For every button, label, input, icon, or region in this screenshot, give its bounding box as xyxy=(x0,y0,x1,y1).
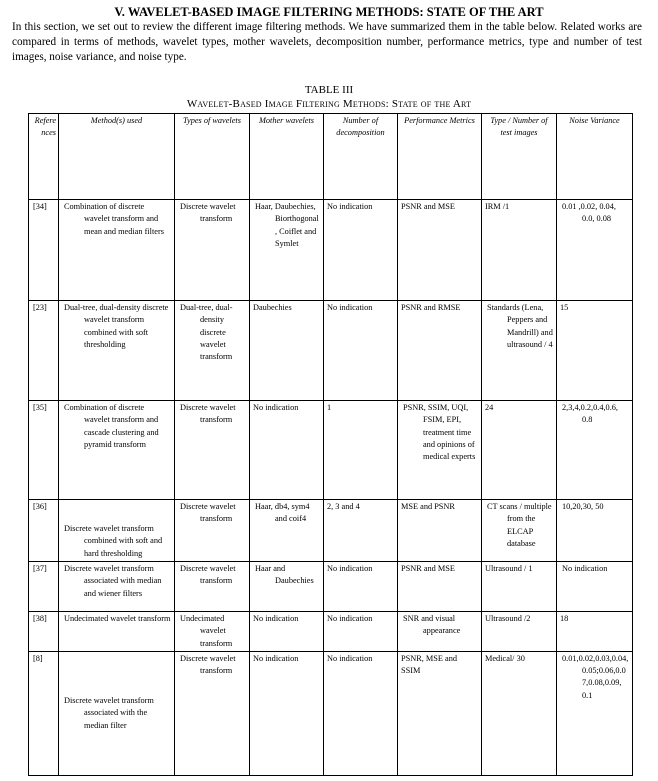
cell-types: Discrete wavelet transform xyxy=(175,200,250,301)
cell-decomp: 1 xyxy=(324,401,398,500)
cell-metrics: PSNR and RMSE xyxy=(398,301,482,401)
table-row xyxy=(29,500,633,562)
cell-noise: 0.01 ,0.02, 0.04, 0.0, 0.08 xyxy=(557,200,633,301)
table-row xyxy=(29,200,633,301)
table-row xyxy=(29,612,633,652)
cell-mother: No indication xyxy=(250,651,324,775)
section-intro: In this section, we set out to review the different image filtering methods. We have summarized them in the table below. Related works are compared in terms of methods, wavelet types, mother wavelets, decomposition number, performance metrics, type and number of test images, noise variance, and noise type. xyxy=(12,21,642,63)
cell-images: IRM /1 xyxy=(482,200,557,301)
cell-decomp: No indication xyxy=(324,612,398,652)
cell-ref: [37] xyxy=(29,562,59,612)
cell-decomp: No indication xyxy=(324,301,398,401)
cell-images: CT scans / multiple from the ELCAP database xyxy=(482,500,557,562)
cell-noise: 10,20,30, 50 xyxy=(557,500,633,562)
cell-method: Undecimated wavelet transform xyxy=(59,612,175,652)
cell-metrics: MSE and PSNR xyxy=(398,500,482,562)
cell-noise: 0.01,0.02,0.03,0.04,0.05;0.06,0.07,0.08,0.09, 0.1 xyxy=(557,651,633,775)
cell-decomp: No indication xyxy=(324,200,398,301)
cell-mother: Haar and Daubechies xyxy=(250,562,324,612)
cell-ref: [34] xyxy=(29,200,59,301)
cell-decomp: 2, 3 and 4 xyxy=(324,500,398,562)
cell-metrics: PSNR, SSIM, UQI, FSIM, EPI, treatment time and opinions of medical experts xyxy=(398,401,482,500)
table-label: TABLE III xyxy=(304,84,354,96)
cell-images: Medical/ 30 xyxy=(482,651,557,775)
table-row xyxy=(29,301,633,401)
cell-mother: No indication xyxy=(250,612,324,652)
section-heading: V. WAVELET-BASED IMAGE FILTERING METHODS: STATE OF THE ART xyxy=(114,5,544,19)
cell-ref: [35] xyxy=(29,401,59,500)
header-methods: Method(s) used xyxy=(59,114,175,200)
cell-types: Discrete wavelet transform xyxy=(175,651,250,775)
cell-method: Dual-tree, dual-density discrete wavelet transform combined with soft thresholding xyxy=(59,301,175,401)
cell-decomp: No indication xyxy=(324,562,398,612)
cell-noise: 2,3,4,0.2,0.4,0.6, 0.8 xyxy=(557,401,633,500)
cell-metrics: PSNR, MSE and SSIM xyxy=(398,651,482,775)
header-metrics: Performance Metrics xyxy=(398,114,482,200)
cell-types: Dual-tree, dual-density discrete wavelet transform xyxy=(175,301,250,401)
header-wavelet-types: Types of wavelets xyxy=(175,114,250,200)
cell-method: Combination of discrete wavelet transform and mean and median filters xyxy=(59,200,175,301)
cell-metrics: SNR and visual appearance xyxy=(398,612,482,652)
cell-mother: Haar, Daubechies, Biorthogonal, Coiflet and Symlet xyxy=(250,200,324,301)
cell-noise: 15 xyxy=(557,301,633,401)
table-title: Wavelet-Based Image Filtering Methods: State of the Art xyxy=(186,98,472,110)
table-row xyxy=(29,401,633,500)
cell-method: Discrete wavelet transform combined with soft and hard thresholding xyxy=(59,500,175,562)
cell-metrics: PSNR and MSE xyxy=(398,200,482,301)
header-mother-wavelets: Mother wavelets xyxy=(250,114,324,200)
cell-ref: [8] xyxy=(29,651,59,775)
cell-metrics: PSNR and MSE xyxy=(398,562,482,612)
cell-noise: No indication xyxy=(557,562,633,612)
cell-types: Discrete wavelet transform xyxy=(175,500,250,562)
cell-images: 24 xyxy=(482,401,557,500)
cell-mother: Haar, db4, sym4 and coif4 xyxy=(250,500,324,562)
header-test-images: Type / Number of test images xyxy=(482,114,557,200)
cell-method: Combination of discrete wavelet transform and cascade clustering and pyramid transform xyxy=(59,401,175,500)
cell-ref: [23] xyxy=(29,301,59,401)
cell-decomp: No indication xyxy=(324,651,398,775)
cell-noise: 18 xyxy=(557,612,633,652)
cell-ref: [38] xyxy=(29,612,59,652)
cell-method: Discrete wavelet transform associated with the median filter xyxy=(59,651,175,775)
cell-images: Ultrasound / 1 xyxy=(482,562,557,612)
state-of-art-table xyxy=(28,113,633,776)
cell-mother: Daubechies xyxy=(250,301,324,401)
cell-mother: No indication xyxy=(250,401,324,500)
cell-types: Discrete wavelet transform xyxy=(175,562,250,612)
table-row xyxy=(29,651,633,775)
cell-method: Discrete wavelet transform associated with median and wiener filters xyxy=(59,562,175,612)
table-row xyxy=(29,562,633,612)
cell-images: Ultrasound /2 xyxy=(482,612,557,652)
cell-images: Standards (Lena, Peppers and Mandrill) and ultrasound / 4 xyxy=(482,301,557,401)
cell-ref: [36] xyxy=(29,500,59,562)
header-decomposition: Number of decomposition xyxy=(324,114,398,200)
header-noise-variance: Noise Variance xyxy=(557,114,633,200)
cell-types: Undecimated wavelet transform xyxy=(175,612,250,652)
header-references: References xyxy=(29,114,59,200)
cell-types: Discrete wavelet transform xyxy=(175,401,250,500)
